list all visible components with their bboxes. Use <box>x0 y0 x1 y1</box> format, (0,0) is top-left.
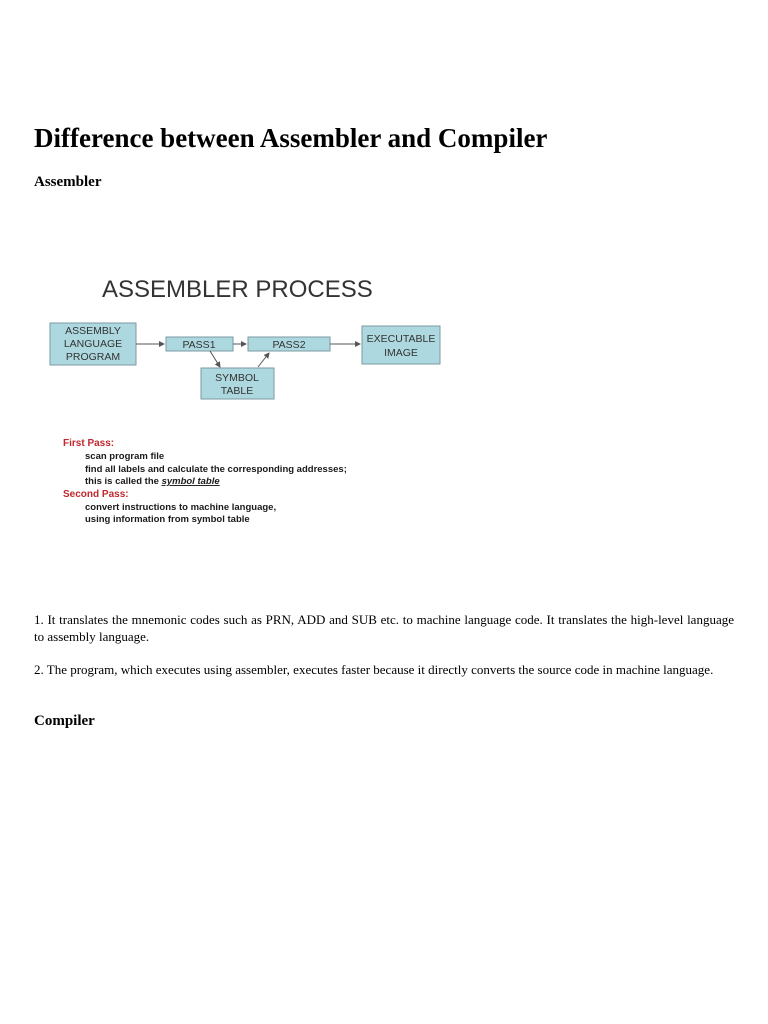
paragraph-2: 2. The program, which executes using assembler, executes faster because it directly converts the source code in machine language. <box>34 662 714 677</box>
first-pass-line-3 <box>85 476 220 487</box>
page-title: Difference between Assembler and Compiler <box>34 123 548 153</box>
pass2-label: PASS2 <box>272 339 306 351</box>
assembly-box-line1: ASSEMBLY <box>65 325 121 337</box>
diagram-svg <box>45 270 445 532</box>
first-pass-line-3-text: this is called the <box>85 476 159 487</box>
arrow-pass1-to-symbol-table <box>210 351 220 367</box>
paragraph-1: 1. It translates the mnemonic codes such as PRN, ADD and SUB etc. to machine language code. It translates the high-level language to assembly language. <box>34 612 734 644</box>
second-pass-line-1: convert instructions to machine language, <box>85 502 277 513</box>
first-pass-line-2: find all labels and calculate the corresponding addresses; <box>85 464 347 475</box>
executable-box-line1: EXECUTABLE <box>366 333 436 345</box>
symbol-box-line1: SYMBOL <box>215 372 259 384</box>
assembly-box-line3: PROGRAM <box>65 351 121 363</box>
arrow-symbol-table-to-pass2 <box>258 353 269 367</box>
second-pass-line-2: using information from symbol table <box>85 514 250 525</box>
section-heading-compiler: Compiler <box>34 713 95 729</box>
assembler-process-diagram <box>45 270 445 532</box>
second-pass-heading: Second Pass: <box>63 489 129 500</box>
section-heading-assembler: Assembler <box>34 174 102 190</box>
assembly-box-line2: LANGUAGE <box>63 338 123 350</box>
first-pass-line-1: scan program file <box>85 451 165 462</box>
diagram-title: ASSEMBLER PROCESS <box>102 276 373 303</box>
symbol-table-term: symbol table <box>161 476 220 487</box>
symbol-box-line2: TABLE <box>220 385 254 397</box>
executable-box-line2: IMAGE <box>384 347 418 359</box>
pass1-label: PASS1 <box>182 339 216 351</box>
first-pass-heading: First Pass: <box>63 438 115 449</box>
